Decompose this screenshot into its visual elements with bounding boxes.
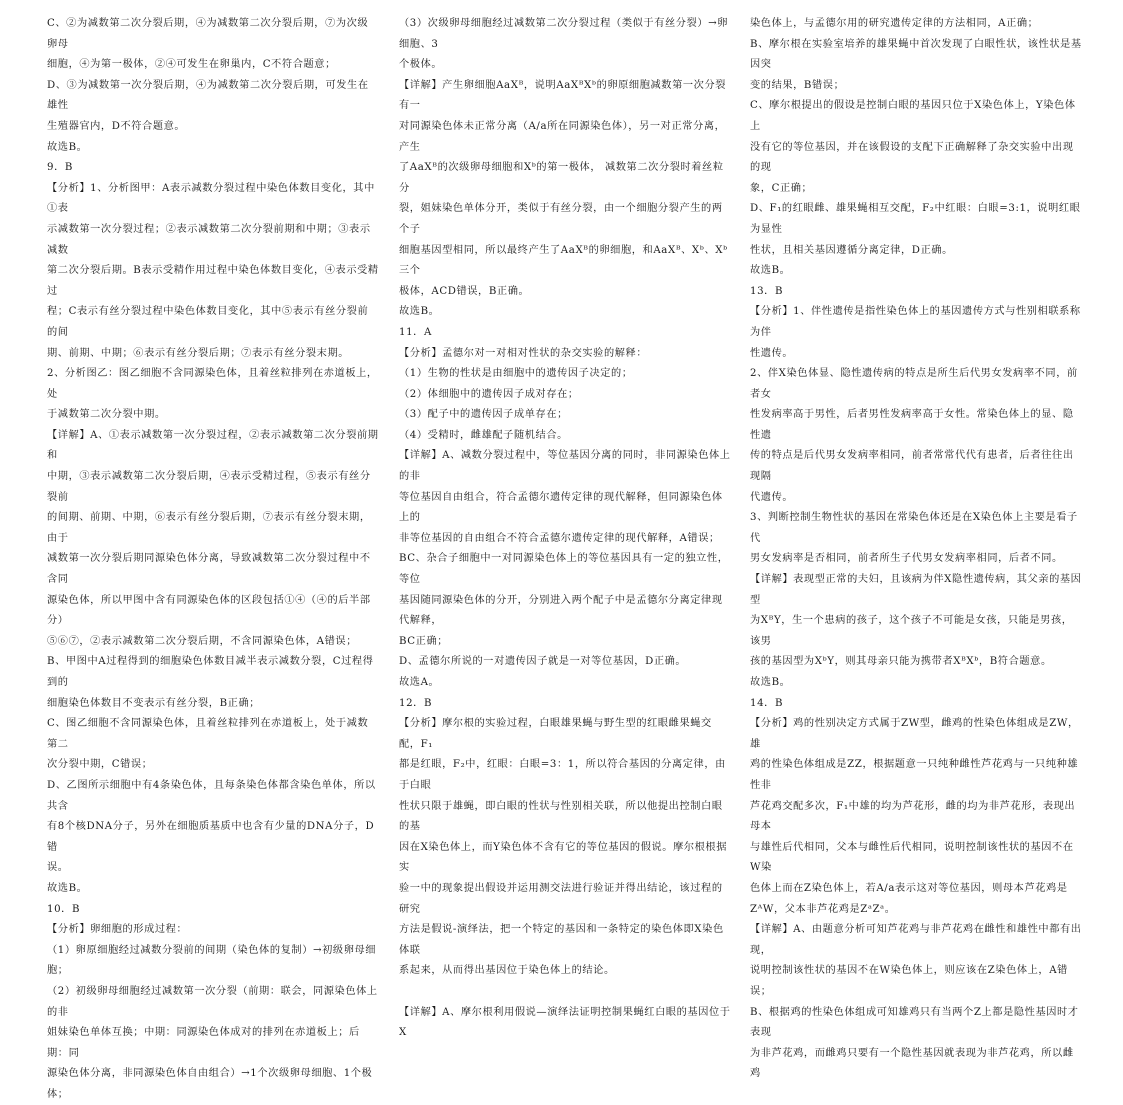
text-line: 男女发病率是否相同，前者所生子代男女发病率相同，后者不同。 xyxy=(750,553,1063,565)
column-right xyxy=(750,14,1082,1085)
text-line: 10．B xyxy=(47,903,81,915)
text-line: 【分析】卵细胞的形成过程： xyxy=(47,924,188,936)
text-line: （2）体细胞中的遗传因子成对存在； xyxy=(399,388,579,400)
text-line: 说明控制该性状的基因不在W染色体上，则应该在Z染色体上，A错误； xyxy=(750,965,1068,997)
text-line: 性发病率高于男性，后者男性发病率高于女性。常染色体上的显、隐性遗 xyxy=(750,409,1074,441)
text-line: 误。 xyxy=(47,862,69,874)
text-line: 2、分析图乙：图乙细胞不含同源染色体，且着丝粒排列在赤道板上，处 xyxy=(47,368,378,400)
text-line: 【详解】A、①表示减数第一次分裂过程，②表示减数第二次分裂前期和 xyxy=(47,429,379,462)
text-line: 9．B xyxy=(47,162,73,174)
text-line: 示减数第一次分裂过程；②表示减数第二次分裂前期和中期；③表示减数 xyxy=(47,223,371,256)
text-line: 都是红眼，F₂中，红眼：白眼=3：1，所以符合基因的分离定律，由于白眼 xyxy=(399,759,726,791)
text-line: D、③为减数第一次分裂后期，④为减数第二次分裂后期，可发生在雄性 xyxy=(47,79,369,112)
text-line: 了AaXᴮ的次级卵母细胞和Xᵇ的第一极体， 减数第二次分裂时着丝粒分 xyxy=(399,162,724,194)
text-line: 极体，ACD错误，B正确。 xyxy=(399,285,530,297)
text-line: 中期，③表示减数第二次分裂后期，④表示受精过程，⑤表示有丝分裂前 xyxy=(47,471,371,503)
text-line: 性遗传。 xyxy=(750,347,794,359)
text-line: 【详解】A、摩尔根利用假说—演绎法证明控制果蝇红白眼的基因位于X xyxy=(399,1006,731,1039)
text-line: 【详解】产生卵细胞AaXᴮ，说明AaXᴮXᵇ的卵原细胞减数第一次分裂有一 xyxy=(399,79,727,112)
text-line: 非等位基因的自由组合不符合孟德尔遗传定律的现代解释，A错误； xyxy=(399,532,720,544)
text-line: 故选B。 xyxy=(750,265,791,277)
text-line: 12．B xyxy=(399,697,433,709)
text-line: ZᴬW，父本非芦花鸡是ZᵃZᵃ。 xyxy=(750,903,896,915)
text-line: 故选B。 xyxy=(47,141,88,153)
text-line: 有8个核DNA分子，另外在细胞质基质中也含有少量的DNA分子，D错 xyxy=(47,821,375,853)
text-line: B、根据鸡的性染色体组成可知雄鸡只有当两个Z上都是隐性基因时才表现 xyxy=(750,1006,1079,1039)
text-line: 故选B。 xyxy=(750,677,791,688)
text-line: B、甲图中A过程得到的细胞染色体数目减半表示减数分裂，C过程得到的 xyxy=(47,656,374,688)
text-line: 次分裂中期，C错误； xyxy=(47,759,153,771)
text-line: 【分析】1、分析图甲：A表示减数分裂过程中染色体数目变化，其中①表 xyxy=(47,182,375,215)
text-line: C、②为减数第二次分裂后期，④为减数第二次分裂后期，⑦为次级卵母 xyxy=(47,18,369,50)
text-line: 个极体。 xyxy=(399,59,443,71)
text-line: 于减数第二次分裂中期。 xyxy=(47,409,166,421)
text-line: 细胞基因型相同，所以最终产生了AaXᴮ的卵细胞，和AaXᴮ、Xᵇ、Xᵇ三个 xyxy=(399,244,728,277)
text-line: 代遗传。 xyxy=(750,491,794,503)
text-line: 程；C表示有丝分裂过程中染色体数目变化，其中⑤表示有丝分裂前的间 xyxy=(47,306,369,338)
text-line: 裂，姐妹染色单体分开，类似于有丝分裂，由一个细胞分裂产生的两个子 xyxy=(399,203,723,235)
text-line: 14．B xyxy=(750,697,784,709)
text-line: 细胞染色体数目不变表示有丝分裂，B正确； xyxy=(47,697,261,709)
text-line: （2）初级卵母细胞经过减数第一次分裂（前期：联会，同源染色体上的非 xyxy=(47,985,378,1018)
text-line: 源染色体，所以甲图中含有同源染色体的区段包括①④（④的后半部分） xyxy=(47,594,371,627)
text-line: 系起来，从而得出基因位于染色体上的结论。 xyxy=(399,965,615,977)
text-line: 染色体上，与孟德尔用的研究遗传定律的方法相同，A正确； xyxy=(750,18,1039,29)
column-middle xyxy=(399,14,731,1044)
text-line: 故选B。 xyxy=(47,882,88,894)
text-line: 【详解】A、由题意分析可知芦花鸡与非芦花鸡在雌性和雄性中都有出现， xyxy=(750,924,1082,956)
text-line: D、乙图所示细胞中有4条染色体，且每条染色体都含染色单体，所以共含 xyxy=(47,779,376,812)
text-line: 13．B xyxy=(750,285,784,297)
text-line: 3、判断控制生物性状的基因在常染色体还是在X染色体上主要是看子代 xyxy=(750,512,1078,544)
text-line: 2、伴X染色体显、隐性遗传病的特点是所生后代男女发病率不同，前者女 xyxy=(750,368,1078,400)
text-line: 验一中的现象提出假设并运用测交法进行验证并得出结论，该过程的研究 xyxy=(399,882,723,915)
text-line: 生殖器官内，D不符合题意。 xyxy=(47,120,186,132)
text-line: BC正确； xyxy=(399,635,449,647)
text-line: 故选A。 xyxy=(399,677,440,688)
text-line: 【分析】孟德尔对一对相对性状的杂交实验的解释： xyxy=(399,347,648,359)
text-line: 【分析】鸡的性别决定方式属于ZW型，雌鸡的性染色体组成是ZW，雄 xyxy=(750,718,1079,750)
text-line: 11．A xyxy=(399,326,432,338)
text-line: 传的特点是后代男女发病率相同，前者常常代代有患者，后者往往出现隔 xyxy=(750,450,1074,483)
text-line: 方法是假说-演绎法，把一个特定的基因和一条特定的染色体即X染色体联 xyxy=(399,924,724,956)
text-line: 孩的基因型为XᵇY，则其母亲只能为携带者XᴮXᵇ，B符合题意。 xyxy=(750,656,1052,668)
text-line: 等位基因自由组合，符合孟德尔遗传定律的现代解释，但同源染色体上的 xyxy=(399,491,723,524)
text-line: 性状只限于雄蝇，即白眼的性状与性别相关联，所以他提出控制白眼的基 xyxy=(399,800,723,833)
text-line: 【详解】表现型正常的夫妇，且该病为伴X隐性遗传病，其父亲的基因型 xyxy=(750,574,1082,606)
text-line: 源染色体分离，非同源染色体自由组合）→1个次级卵母细胞、1个极体； xyxy=(47,1068,373,1100)
text-line: B、摩尔根在实验室培养的雄果蝇中首次发现了白眼性状，该性状是基因突 xyxy=(750,38,1082,71)
text-line: （1）生物的性状是由细胞中的遗传因子决定的； xyxy=(399,368,633,380)
text-line: 象，C正确； xyxy=(750,182,813,194)
text-line: （1）卵原细胞经过减数分裂前的间期（染色体的复制）→初级卵母细胞； xyxy=(47,944,377,977)
text-line xyxy=(399,982,731,1003)
text-line: 第二次分裂后期。B表示受精作用过程中染色体数目变化，④表示受精过 xyxy=(47,265,379,297)
text-line: 鸡的性染色体组成是ZZ，根据题意一只纯种雌性芦花鸡与一只纯种雄性非 xyxy=(750,759,1079,791)
text-line: 对同源染色体未正常分离（A/a所在同源染色体），另一对正常分离，产生 xyxy=(399,120,726,153)
text-line: 为非芦花鸡，而雌鸡只要有一个隐性基因就表现为非芦花鸡，所以雌鸡 xyxy=(750,1047,1074,1080)
text-line: 减数第一次分裂后期同源染色体分离，导致减数第二次分裂过程中不含同 xyxy=(47,553,371,586)
text-line: 因在X染色体上，而Y染色体不含有它的等位基因的假说。摩尔根根据实 xyxy=(399,841,728,874)
text-line: 【详解】A、减数分裂过程中，等位基因分离的同时，非同源染色体上的非 xyxy=(399,450,731,483)
text-line: 芦花鸡交配多次，F₁中雄的均为芦花形，雌的均为非芦花形，表现出母本 xyxy=(750,800,1076,833)
text-line: 的间期、前期、中期，⑥表示有丝分裂后期，⑦表示有丝分裂末期，由于 xyxy=(47,512,371,544)
text-line: ⑤⑥⑦，②表示减数第二次分裂后期，不含同源染色体，A错误； xyxy=(47,635,358,647)
text-line: 故选B。 xyxy=(399,306,440,318)
text-line: 基因随同源染色体的分开，分别进入两个配子中是孟德尔分离定律现代解释， xyxy=(399,594,723,627)
text-line: D、孟德尔所说的一对遗传因子就是一对等位基因，D正确。 xyxy=(399,656,687,668)
text-line: 姐妹染色单体互换；中期：同源染色体成对的排列在赤道板上；后期：同 xyxy=(47,1027,360,1059)
text-line: 变的结果，B错误； xyxy=(750,79,845,91)
text-line: C、摩尔根提出的假设是控制白眼的基因只位于X染色体上，Y染色体上 xyxy=(750,100,1076,132)
text-line: 为XᴮY，生一个患病的孩子，这个孩子不可能是女孩，只能是男孩，该男 xyxy=(750,615,1073,647)
text-line: 没有它的等位基因，并在该假设的支配下正确解释了杂交实验中出现的现 xyxy=(750,141,1074,174)
text-line: C、图乙细胞不含同源染色体，且着丝粒排列在赤道板上，处于减数第二 xyxy=(47,718,369,750)
text-line: 色体上而在Z染色体上，若A/a表示这对等位基因，则母本芦花鸡是 xyxy=(750,882,1068,894)
text-line: 【分析】摩尔根的实验过程，白眼雄果蝇与野生型的红眼雌果蝇交配，F₁ xyxy=(399,718,712,750)
text-line: 与雄性后代相同，父本与雌性后代相同，说明控制该性状的基因不在W染 xyxy=(750,841,1074,874)
text-line: 性状，且相关基因遵循分离定律，D正确。 xyxy=(750,244,953,256)
text-line: （3）次级卵母细胞经过减数第二次分裂过程（类似于有丝分裂）→卵细胞、3 xyxy=(399,18,729,50)
text-line: D、F₁的红眼雌、雄果蝇相互交配，F₂中红眼：白眼=3:1，说明红眼为显性 xyxy=(750,203,1081,235)
text-line: 细胞，④为第一极体，②④可发生在卵巢内，C不符合题意； xyxy=(47,59,336,71)
text-line: BC、杂合子细胞中一对同源染色体上的等位基因具有一定的独立性，等位 xyxy=(399,553,729,586)
column-left xyxy=(47,14,379,1105)
text-line: 【分析】1、伴性遗传是指性染色体上的基因遗传方式与性别相联系称为伴 xyxy=(750,306,1081,338)
text-line: 期、前期、中期；⑥表示有丝分裂后期；⑦表示有丝分裂末期。 xyxy=(47,347,350,359)
text-line: （3）配子中的遗传因子成单存在； xyxy=(399,409,568,421)
text-line: （4）受精时，雌雄配子随机结合。 xyxy=(399,429,568,441)
